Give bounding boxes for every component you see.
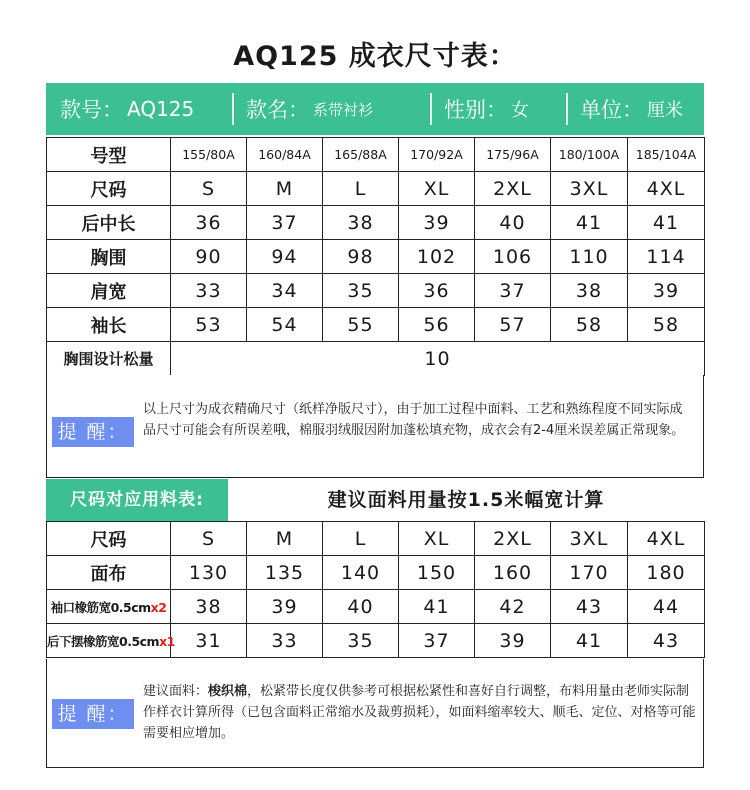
table-cell: 33 — [171, 274, 247, 308]
table-cell: 140 — [323, 556, 399, 590]
ease-label: 胸围设计松量 — [47, 342, 171, 376]
unit-value: 厘米 — [647, 100, 683, 121]
table-cell: 36 — [399, 274, 475, 308]
fabric-reminder-box — [46, 659, 704, 768]
reminder-text: 以上尺寸为成衣精确尺寸（纸样净版尺寸），由于加工过程中面料、工艺和熟练程度不同实际成品尺寸可能会有所误差哦，棉服羽绒服因附加蓬松填充物，成衣会有2-4厘米误差属正常现象。 — [143, 402, 685, 438]
table-cell: 38 — [171, 590, 247, 624]
size-header-cell: L — [323, 522, 399, 556]
table-cell: 41 — [399, 590, 475, 624]
table-cell: 170/92A — [399, 138, 475, 172]
table-cell: 41 — [628, 206, 705, 240]
table-cell: 56 — [399, 308, 475, 342]
table-cell: 53 — [171, 308, 247, 342]
info-header-bar — [46, 83, 704, 135]
page-title: AQ125 成衣尺寸表： — [233, 41, 517, 72]
row-label: 胸围 — [47, 240, 171, 274]
gender-value: 女 — [511, 100, 529, 121]
table-cell: 37 — [247, 206, 323, 240]
table-cell: 41 — [551, 624, 628, 658]
unit-label: 单位： — [580, 98, 643, 122]
row-label: 尺码 — [47, 172, 171, 206]
size-row — [47, 138, 705, 172]
fabric-note: ，松紧带长度仅供参考可根据松紧性和喜好自行调整，布料用量由老师实际制作样衣计算所得（已包含面料正常缩水及裁剪损耗），如面料缩率较大、顺毛、定位、对格等可能需要相应增加。 — [143, 684, 696, 741]
table-cell: 34 — [247, 274, 323, 308]
row-label: 尺码 — [47, 522, 171, 556]
table-cell: 180 — [628, 556, 705, 590]
style-number-value: AQ125 — [127, 97, 195, 121]
row-label — [47, 590, 171, 624]
row-label: 肩宽 — [47, 274, 171, 308]
table-cell: 106 — [475, 240, 551, 274]
fabric-reminder-badge: 提 醒： — [52, 699, 134, 729]
material-headline: 建议面料用量按1.5米幅宽计算 — [327, 489, 605, 511]
reminder-badge: 提 醒： — [52, 417, 134, 447]
table-cell: 39 — [475, 624, 551, 658]
size-row — [47, 172, 705, 206]
table-cell: 160 — [475, 556, 551, 590]
row-label-text: 面布 — [90, 563, 127, 585]
table-cell: 165/88A — [323, 138, 399, 172]
table-cell: 39 — [399, 206, 475, 240]
table-cell: 35 — [323, 274, 399, 308]
material-table — [46, 521, 705, 658]
table-cell: 185/104A — [628, 138, 705, 172]
table-cell: 44 — [628, 590, 705, 624]
style-number-label: 款号： — [60, 98, 123, 122]
table-cell: 41 — [551, 206, 628, 240]
reminder-box — [46, 375, 704, 478]
row-label-text: 后下摆橡筋宽0.5cm — [47, 633, 160, 649]
table-cell: 150 — [399, 556, 475, 590]
fabric-reminder-text — [143, 681, 697, 744]
table-cell: 39 — [628, 274, 705, 308]
material-header-row — [47, 522, 705, 556]
table-cell: 38 — [551, 274, 628, 308]
gender-label: 性别： — [444, 98, 507, 122]
table-cell: 40 — [475, 206, 551, 240]
size-header-cell: M — [247, 522, 323, 556]
size-header-cell: S — [171, 522, 247, 556]
table-cell: 33 — [247, 624, 323, 658]
table-cell: 98 — [323, 240, 399, 274]
style-name-value: 系带衬衫 — [313, 100, 374, 119]
table-cell: 37 — [475, 274, 551, 308]
table-cell: 37 — [399, 624, 475, 658]
table-cell: 40 — [323, 590, 399, 624]
table-cell: 39 — [247, 590, 323, 624]
table-cell: 110 — [551, 240, 628, 274]
size-row — [47, 308, 705, 342]
material-table-tag: 尺码对应用料表: — [46, 479, 228, 521]
style-name-field — [234, 83, 430, 135]
table-cell: 43 — [628, 624, 705, 658]
table-cell: 42 — [475, 590, 551, 624]
material-row — [47, 590, 705, 624]
row-label: 袖长 — [47, 308, 171, 342]
table-cell: 35 — [323, 624, 399, 658]
table-cell: 175/96A — [475, 138, 551, 172]
table-cell: 130 — [171, 556, 247, 590]
unit-field — [568, 83, 704, 135]
material-row — [47, 624, 705, 658]
ease-value: 10 — [171, 342, 705, 376]
table-cell: XL — [399, 172, 475, 206]
table-cell: S — [171, 172, 247, 206]
style-number-field — [46, 83, 232, 135]
table-cell: 94 — [247, 240, 323, 274]
table-cell: 135 — [247, 556, 323, 590]
table-cell: 102 — [399, 240, 475, 274]
table-cell: 36 — [171, 206, 247, 240]
size-header-cell: 2XL — [475, 522, 551, 556]
table-cell: 54 — [247, 308, 323, 342]
table-cell: 90 — [171, 240, 247, 274]
table-cell: 58 — [628, 308, 705, 342]
table-cell: 155/80A — [171, 138, 247, 172]
size-chart-table — [46, 137, 705, 376]
table-cell: 180/100A — [551, 138, 628, 172]
material-row — [47, 556, 705, 590]
fabric-label: 建议面料： — [143, 684, 209, 699]
row-label — [47, 556, 171, 590]
table-cell: 2XL — [475, 172, 551, 206]
table-cell: 160/84A — [247, 138, 323, 172]
table-cell: M — [247, 172, 323, 206]
size-header-cell: 3XL — [551, 522, 628, 556]
table-cell: 55 — [323, 308, 399, 342]
material-section-header — [46, 479, 704, 521]
fabric-value: 梭织棉 — [208, 684, 248, 699]
table-cell: 3XL — [551, 172, 628, 206]
gender-field — [432, 83, 566, 135]
table-cell: 38 — [323, 206, 399, 240]
row-label-multiplier: x2 — [150, 599, 167, 615]
row-label-text: 袖口橡筋宽0.5cm — [50, 599, 151, 615]
style-name-label: 款名： — [246, 98, 309, 122]
table-cell: 4XL — [628, 172, 705, 206]
table-cell: 114 — [628, 240, 705, 274]
size-row — [47, 206, 705, 240]
table-cell: 43 — [551, 590, 628, 624]
table-cell: 170 — [551, 556, 628, 590]
row-label-multiplier: x1 — [159, 633, 175, 649]
size-row — [47, 240, 705, 274]
size-row — [47, 274, 705, 308]
row-label: 后中长 — [47, 206, 171, 240]
row-label — [47, 624, 175, 658]
row-label: 号型 — [47, 138, 171, 172]
size-header-cell: 4XL — [628, 522, 705, 556]
table-cell: 31 — [171, 624, 247, 658]
table-cell: 57 — [475, 308, 551, 342]
ease-row — [47, 342, 705, 376]
size-header-cell: XL — [399, 522, 475, 556]
table-cell: 58 — [551, 308, 628, 342]
table-cell: L — [323, 172, 399, 206]
